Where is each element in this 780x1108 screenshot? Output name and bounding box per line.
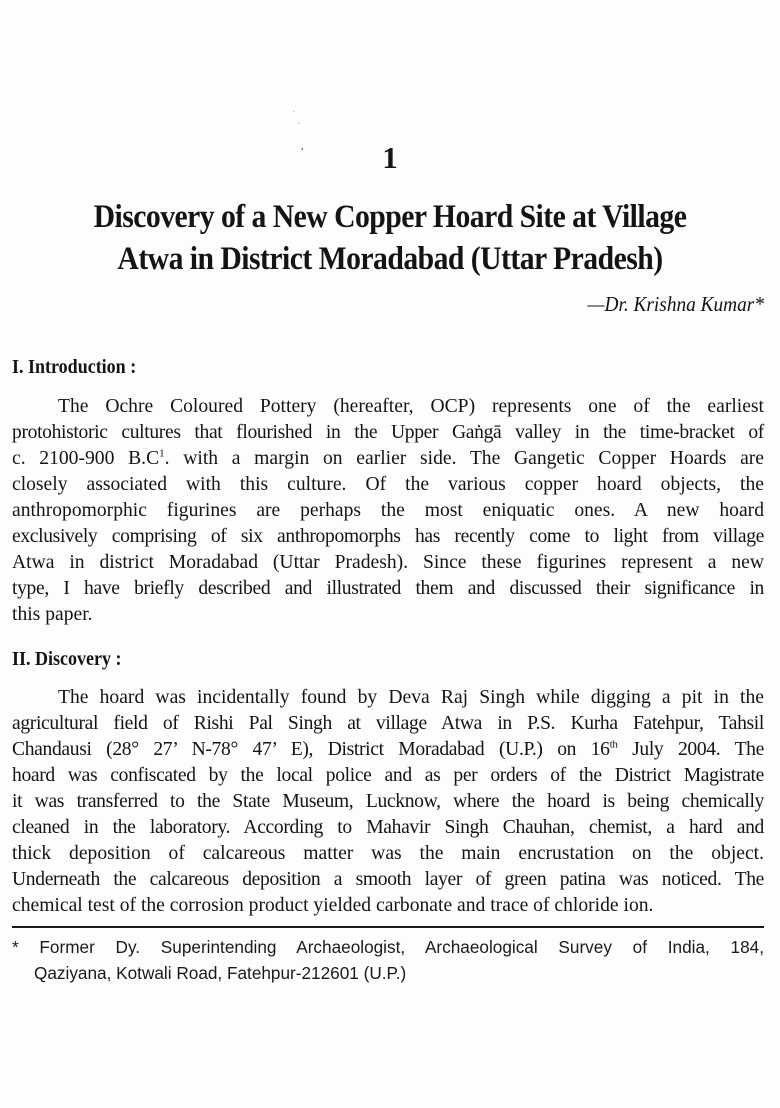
text-line: Underneath the calcareous deposition a smooth layer of green patina was noticed. The (12, 869, 764, 890)
text-line: cleaned in the laboratory. According to Mahavir Singh Chauhan, chemist, a hard and (12, 817, 764, 838)
text-line: thick deposition of calcareous matter was the main encrustation on the object. (12, 843, 764, 864)
text-line (12, 446, 764, 472)
footnote-ref: 1 (159, 447, 165, 460)
footnote-divider (12, 926, 764, 928)
author-byline: —Dr. Krishna Kumar* (587, 292, 764, 316)
chapter-title-line-2: Atwa in District Moradabad (Uttar Pradesh) (117, 241, 663, 277)
text-line: it was transferred to the State Museum, Lucknow, where the hoard is being chemically (12, 791, 764, 812)
print-speck: ' (298, 121, 300, 132)
text-line: The Ochre Coloured Pottery (hereafter, OCP) represents one of the earliest (58, 396, 764, 417)
print-speck: · (292, 107, 296, 118)
text-line (12, 737, 764, 763)
paragraph-introduction (12, 394, 764, 628)
footnote-line: * Former Dy. Superintending Archaeologist, Archaeological Survey of India, 184, (12, 937, 764, 957)
text-line: chemical test of the corrosion product yielded carbonate and trace of chloride ion. (12, 895, 654, 916)
footnote-line: Qaziyana, Kotwali Road, Fatehpur-212601 (U.P.) (34, 963, 407, 983)
paragraph-discovery (12, 685, 764, 919)
text-line: agricultural field of Rishi Pal Singh at village Atwa in P.S. Kurha Fatehpur, Tahsil (12, 713, 764, 734)
text-line: this paper. (12, 604, 93, 625)
print-speck: , (301, 141, 304, 152)
text-line: hoard was confiscated by the local police and as per orders of the District Magistrate (12, 765, 764, 786)
text-line: type, I have briefly described and illustrated them and discussed their significance in (12, 578, 764, 599)
text-line: The hoard was incidentally found by Deva Raj Singh while digging a pit in the (58, 687, 764, 708)
chapter-title-line-1: Discovery of a New Copper Hoard Site at Village (93, 199, 687, 235)
chapter-title (0, 196, 780, 280)
chapter-number: 1 (382, 140, 398, 175)
text-fragment: Chandausi (28° 27’ N-78° 47’ E), District Moradabad (U.P.) on 16 (12, 739, 610, 760)
text-line: Atwa in district Moradabad (Uttar Pradesh). Since these figurines represent a new (12, 552, 764, 573)
section-heading-introduction: I. Introduction : (12, 356, 137, 378)
section-heading-discovery: II. Discovery : (12, 648, 122, 670)
text-fragment: July 2004. The (617, 739, 764, 760)
text-line: anthropomorphic figurines are perhaps the most eniquatic ones. A new hoard (12, 500, 764, 521)
ordinal-suffix: th (609, 738, 618, 751)
text-line: closely associated with this culture. Of the various copper hoard objects, the (12, 474, 764, 495)
text-fragment: . with a margin on earlier side. The Gangetic Copper Hoards are (164, 448, 765, 469)
text-line: exclusively comprising of six anthropomorphs has recently come to light from village (12, 526, 764, 547)
footnote (12, 934, 764, 986)
text-line: protohistoric cultures that flourished in the Upper Gaṅgā valley in the time-bracket of (12, 422, 764, 443)
text-fragment: c. 2100-900 B.C (12, 448, 160, 469)
